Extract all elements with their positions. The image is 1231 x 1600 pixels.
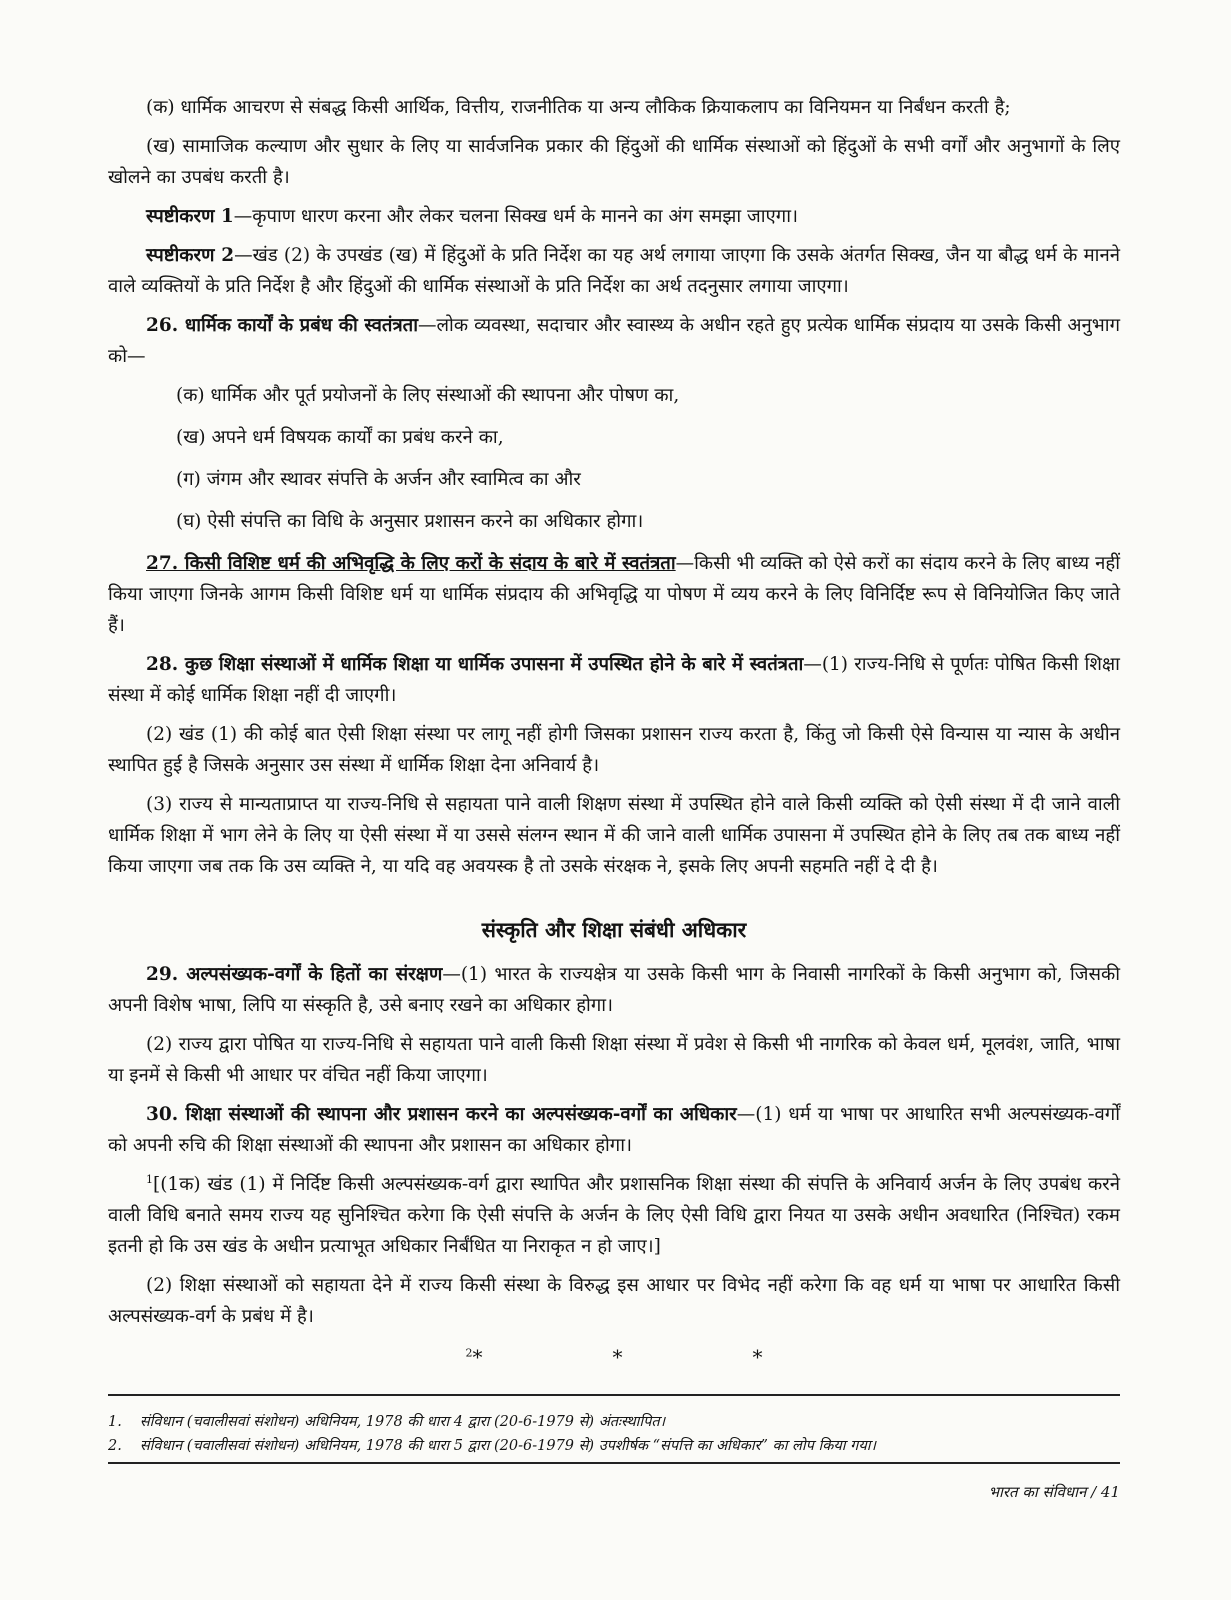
explanation-1 — [108, 201, 1120, 232]
article-28-text: —(1) राज्य-निधि से पूर्णतः पोषित किसी शिक्षा संस्था में कोई धार्मिक शिक्षा नहीं दी जाएगी। — [108, 654, 1120, 706]
article-30-text: —(1) धर्म या भाषा पर आधारित सभी अल्पसंख्यक-वर्गों को अपनी रुचि की शिक्षा संस्थाओं की स्थापना और प्रशासन का अधिकार होगा। — [108, 1104, 1120, 1156]
article-26-item-gha: (घ) ऐसी संपत्ति का विधि के अनुसार प्रशासन करने का अधिकार होगा। — [176, 511, 644, 532]
explanation-2-label: स्पष्टीकरण 2 — [146, 245, 235, 266]
explanation-2 — [108, 240, 1120, 302]
explanation-1-text: —कृपाण धारण करना और लेकर चलना सिक्ख धर्म के मानने का अंग समझा जाएगा। — [233, 206, 799, 227]
article-29 — [108, 959, 1120, 1021]
footnote-ref-1: 1 — [146, 1172, 153, 1186]
footnote-divider — [108, 1394, 1120, 1396]
article-26-item-ka: (क) धार्मिक और पूर्त प्रयोजनों के लिए संस्थाओं की स्थापना और पोषण का, — [176, 385, 680, 406]
article-29-title: 29. अल्पसंख्यक-वर्गों के हितों का संरक्षण — [146, 964, 443, 985]
article-30-clause-2: (2) शिक्षा संस्थाओं को सहायता देने में राज्य किसी संस्था के विरुद्ध इस आधार पर विभेद नहीं करेगा कि वह धर्म या भाषा पर आधारित किसी अल्पसंख्यक-वर्ग के प्रबंध में है। — [108, 1275, 1120, 1327]
article-30-clause-1a-text: [(1क) खंड (1) में निर्दिष्ट किसी अल्पसंख्यक-वर्ग द्वारा स्थापित और प्रशासनिक शिक्षा संस्था की संपत्ति के अनिवार्य अर्जन के लिए उपबंध करने वाली विधि बनाते समय राज्य यह सुनिश्चित करेगा कि ऐसी संपत्ति के अर्जन के लिए ऐसी विधि द्वारा नियत या उसके अधीन अवधारित (निश्चित) रकम इतनी हो कि उस खंड के अधीन प्रत्याभूत अधिकार निर्बंधित या निराकृत न हो जाए।] — [108, 1174, 1120, 1257]
footnotes — [108, 1410, 1120, 1458]
article-26-item-kha: (ख) अपने धर्म विषयक कार्यों का प्रबंध करने का, — [176, 427, 504, 448]
article-28 — [108, 649, 1120, 711]
article-27 — [108, 548, 1120, 641]
article-26 — [108, 310, 1120, 372]
footnote-1 — [108, 1410, 1120, 1434]
footnote-2-text: संविधान (चवालीसवां संशोधन) अधिनियम, 1978 की धारा 5 द्वारा (20-6-1979 से) उपशीर्षक “संपत्ति का अधिकार” का लोप किया गया। — [139, 1438, 876, 1454]
article-27-title: 27. किसी विशिष्ट धर्म की अभिवृद्धि के लिए करों के संदाय के बारे में स्वतंत्रता — [146, 553, 676, 574]
footnote-1-number: 1. — [108, 1414, 122, 1430]
article-29-clause-2: (2) राज्य द्वारा पोषित या राज्य-निधि से सहायता पाने वाली किसी शिक्षा संस्था में प्रवेश से किसी भी नागरिक को केवल धर्म, मूलवंश, जाति, भाषा या इनमें से किसी भी आधार पर वंचित नहीं किया जाएगा। — [108, 1034, 1120, 1086]
article-30-clause-1a — [108, 1169, 1120, 1262]
article-28-clause-3: (3) राज्य से मान्यताप्राप्त या राज्य-निधि से सहायता पाने वाली शिक्षण संस्था में उपस्थित होने वाले किसी व्यक्ति को ऐसी संस्था में दी जाने वाली धार्मिक शिक्षा में भाग लेने के लिए या ऐसी संस्था में या उससे संलग्न स्थान में की जाने वाली धार्मिक उपासना में उपस्थित होने के लिए तब तक बाध्य नहीं किया जाएगा जब तक कि उस व्यक्ति ने, या यदि वह अवयस्क है तो उसके संरक्षक ने, इसके लिए अपनी सहमति नहीं दे दी है। — [108, 794, 1120, 877]
omission-stars — [108, 1342, 1120, 1373]
clause-ka: (क) धार्मिक आचरण से संबद्ध किसी आर्थिक, वित्तीय, राजनीतिक या अन्य लौकिक क्रियाकलाप का विनियमन या निर्बंधन करती है; — [146, 97, 1011, 118]
section-heading: संस्कृति और शिक्षा संबंधी अधिकार — [481, 917, 747, 942]
article-30-title: 30. शिक्षा संस्थाओं की स्थापना और प्रशासन करने का अल्पसंख्यक-वर्गों का अधिकार — [146, 1104, 737, 1125]
article-29-text: —(1) भारत के राज्यक्षेत्र या उसके किसी भाग के निवासी नागरिकों के किसी अनुभाग को, जिसकी अपनी विशेष भाषा, लिपि या संस्कृति है, उसे बनाए रखने का अधिकार होगा। — [108, 964, 1121, 1016]
explanation-1-label: स्पष्टीकरण 1 — [146, 206, 234, 227]
footnote-1-text: संविधान (चवालीसवां संशोधन) अधिनियम, 1978 की धारा 4 द्वारा (20-6-1979 से) अंतःस्थापित। — [139, 1414, 666, 1430]
star-3: * — [752, 1345, 763, 1369]
article-30 — [108, 1099, 1120, 1161]
star-2: * — [612, 1345, 623, 1369]
article-28-clause-2: (2) खंड (1) की कोई बात ऐसी शिक्षा संस्था पर लागू नहीं होगी जिसका प्रशासन राज्य करता है, किंतु जो किसी ऐसे विन्यास या न्यास के अधीन स्थापित हुई है जिसके अनुसार उस संस्था में धार्मिक शिक्षा देना अनिवार्य है। — [108, 724, 1120, 776]
page-body — [108, 92, 1120, 1373]
article-26-text: —लोक व्यवस्था, सदाचार और स्वास्थ्य के अधीन रहते हुए प्रत्येक धार्मिक संप्रदाय या उसके किसी अनुभाग को— — [108, 315, 1120, 367]
bottom-divider — [108, 1462, 1120, 1464]
footnote-2 — [108, 1434, 1120, 1458]
article-27-text: —किसी भी व्यक्ति को ऐसे करों का संदाय करने के लिए बाध्य नहीं किया जाएगा जिनके आगम किसी विशिष्ट धर्म या धार्मिक संप्रदाय की अभिवृद्धि या पोषण में व्यय करने के लिए विनिर्दिष्ट रूप से विनियोजित किए जाते हैं। — [108, 553, 1120, 636]
article-26-item-ga: (ग) जंगम और स्थावर संपत्ति के अर्जन और स्वामित्व का और — [176, 469, 581, 490]
clause-kha: (ख) सामाजिक कल्याण और सुधार के लिए या सार्वजनिक प्रकार की हिंदुओं की धार्मिक संस्थाओं को हिंदुओं के सभी वर्गों और अनुभागों के लिए खोलने का उपबंध करती है। — [108, 136, 1120, 188]
footnote-2-number: 2. — [108, 1438, 122, 1454]
footnote-ref-2: 2 — [465, 1346, 473, 1360]
star-1: $^2$* — [465, 1345, 483, 1369]
page-footer: भारत का संविधान / 41 — [988, 1483, 1120, 1501]
article-28-title: 28. कुछ शिक्षा संस्थाओं में धार्मिक शिक्षा या धार्मिक उपासना में उपस्थित होने के बारे में स्वतंत्रता — [146, 654, 804, 675]
explanation-2-text: —खंड (2) के उपखंड (ख) में हिंदुओं के प्रति निर्देश का यह अर्थ लगाया जाएगा कि उसके अंतर्गत सिक्ख, जैन या बौद्ध धर्म के मानने वाले व्यक्तियों के प्रति निर्देश है और हिंदुओं की धार्मिक संस्थाओं के प्रति निर्देश का अर्थ तदनुसार लगाया जाएगा। — [108, 245, 1121, 297]
article-26-title: 26. धार्मिक कार्यों के प्रबंध की स्वतंत्रता — [146, 315, 418, 336]
